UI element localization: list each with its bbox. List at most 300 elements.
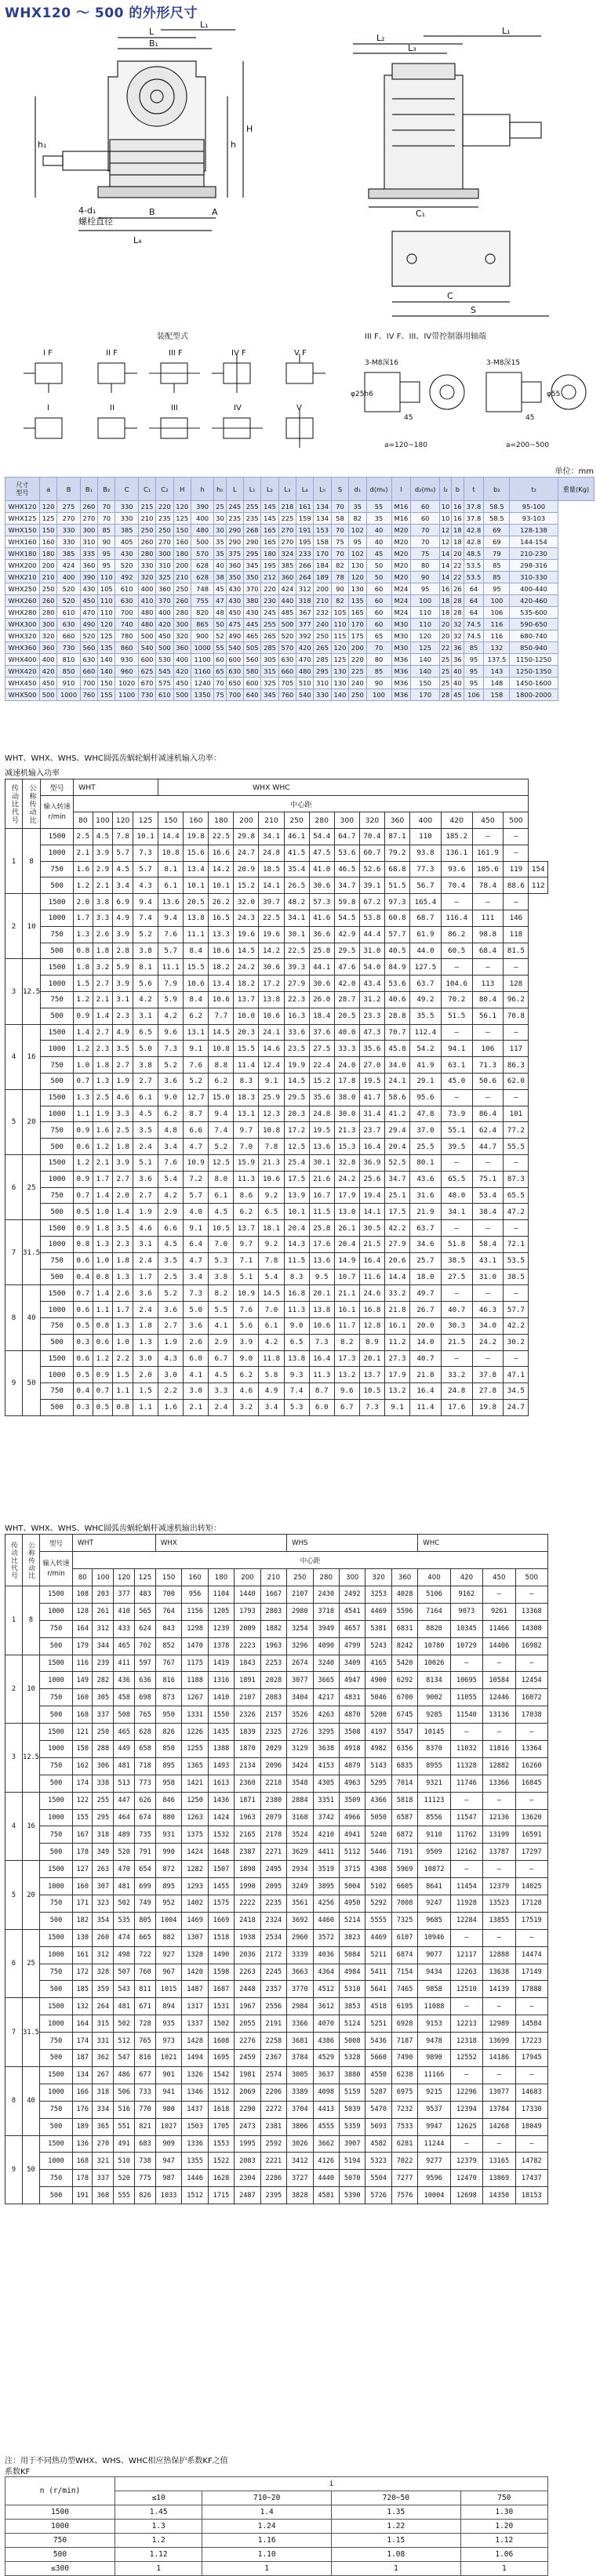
table-cell: 53.8	[359, 910, 384, 926]
dim-col-header: t₂	[510, 478, 558, 501]
table-cell: 700	[80, 678, 97, 689]
table-cell: 13.6	[309, 1139, 334, 1155]
shaft-a-label: a=120~180	[384, 441, 427, 449]
table-cell: 420	[173, 666, 191, 678]
table-cell: 9261	[483, 1603, 515, 1620]
table-cell: 4197	[365, 1724, 391, 1741]
shaft-a-len: 45	[404, 414, 413, 422]
table-cell: —	[472, 894, 504, 910]
table-cell: 111	[472, 910, 504, 926]
table-cell: WHX500	[5, 689, 40, 701]
table-cell: 10.6	[184, 976, 209, 992]
table-cell: 3424	[287, 1757, 313, 1775]
center-col-header: 280	[309, 812, 334, 829]
header-row	[5, 779, 548, 796]
table-cell: 5411	[365, 1964, 391, 1981]
table-cell: 5.4	[158, 1171, 184, 1187]
table-cell: 500	[41, 943, 74, 959]
table-cell: 1293	[182, 1878, 208, 1895]
table-cell: 4.6	[234, 1383, 259, 1400]
table-cell: 760	[135, 1964, 156, 1981]
table-cell: 3.0	[184, 1383, 209, 1400]
table-cell: 3.9	[93, 845, 113, 861]
table-cell: 40	[214, 560, 226, 572]
table-row	[5, 536, 595, 548]
table-cell: 2206	[260, 2084, 286, 2101]
table-cell: 1020	[115, 678, 138, 689]
table-cell: 225	[349, 666, 366, 678]
table-cell: 10345	[450, 1620, 482, 1637]
table-cell: 20	[439, 619, 451, 630]
table-cell: —	[441, 1089, 472, 1106]
table-cell: 43.6	[410, 1171, 442, 1187]
table-cell: 12625	[450, 2118, 482, 2135]
table-row	[5, 1998, 548, 2015]
table-cell: 1.12	[115, 2548, 202, 2562]
table-cell: 14406	[483, 1637, 515, 1655]
table-cell: 1500	[40, 1655, 73, 1672]
asm-type-I: I	[47, 404, 49, 412]
center-col-header: 250	[284, 812, 309, 829]
table-cell: 210	[314, 595, 331, 607]
table-cell: 7533	[391, 2118, 417, 2135]
table-cell: 11.4	[234, 1057, 259, 1074]
table-cell: 15.6	[184, 845, 209, 861]
table-cell: 80.1	[410, 1154, 442, 1171]
table-row	[5, 1302, 548, 1318]
table-cell: 15.3	[334, 1139, 359, 1155]
table-cell: —	[483, 2135, 515, 2153]
table-cell: 28.8	[384, 1008, 409, 1024]
table-cell: 295	[93, 1809, 114, 1826]
table-cell: 7.0	[209, 1236, 234, 1252]
table-cell: 1.30	[460, 2505, 547, 2520]
table-cell: 4469	[365, 1929, 391, 1946]
table-cell: 37.8	[472, 1367, 504, 1383]
table-cell: 4.5	[113, 861, 133, 877]
table-cell: 210	[173, 572, 191, 583]
table-cell: 46.1	[284, 829, 309, 845]
table-cell: 77.2	[504, 1122, 529, 1139]
table-cell: 6.1	[133, 1089, 158, 1106]
table-cell: 150	[411, 678, 439, 689]
table-cell: —	[504, 845, 529, 861]
table-cell: 4.6	[113, 1089, 133, 1106]
table-cell: 17437	[515, 2170, 548, 2187]
table-cell: 1507	[208, 1861, 234, 1878]
table-cell: 90	[98, 536, 115, 548]
table-row	[5, 2135, 548, 2153]
table-cell: 200	[40, 560, 57, 572]
table-cell: 6.0	[309, 1399, 334, 1415]
table-cell: 267	[93, 2066, 114, 2084]
table-cell: 3638	[313, 1741, 339, 1758]
table-cell: 3742	[313, 1809, 339, 1826]
table-cell: 4308	[365, 1861, 391, 1878]
table-cell: 4469	[365, 1603, 391, 1620]
table-cell: 57.7	[504, 1302, 529, 1318]
table-cell: 770	[135, 2101, 156, 2118]
table-cell: 18	[439, 607, 451, 619]
ratio-code-cell: 4	[5, 1792, 23, 1861]
table-cell: 5287	[365, 2084, 391, 2101]
nominal-ratio-cell: 50	[23, 2135, 40, 2204]
table-cell: 2487	[235, 2187, 260, 2204]
table-cell: 137.5	[484, 654, 510, 666]
table-cell: 626	[135, 1792, 156, 1809]
dim-col-header: S	[331, 478, 348, 501]
table-cell: 55.1	[441, 1122, 472, 1139]
table-cell: 1355	[182, 2153, 208, 2170]
table-cell: 9277	[418, 2153, 450, 2170]
table-row	[5, 1317, 548, 1334]
table-cell: 755	[191, 595, 213, 607]
table-cell: 2.2	[113, 1350, 133, 1367]
table-cell: 55	[366, 501, 391, 513]
table-cell: 50	[214, 619, 226, 630]
table-cell: 307	[93, 1878, 114, 1895]
table-cell: 250	[93, 1724, 114, 1741]
table-cell: 7.3	[133, 845, 158, 861]
table-cell: 11540	[450, 1706, 482, 1724]
table-cell: 115	[331, 630, 348, 642]
table-cell: 1531	[208, 1998, 234, 2015]
table-cell: 100	[366, 689, 391, 701]
table-cell: 18	[439, 595, 451, 607]
table-row	[5, 2033, 548, 2050]
table-cell: 987	[155, 2170, 181, 2187]
table-cell: 12.3	[259, 1106, 284, 1122]
table-cell: 331	[93, 2033, 114, 2050]
table-cell: 7465	[391, 1981, 417, 1998]
table-cell: 1598	[208, 1964, 234, 1981]
table-cell: 24.3	[234, 910, 259, 926]
table-cell: 2083	[235, 2153, 260, 2170]
table-cell: 0.9	[74, 1008, 93, 1024]
table-cell: 4900	[365, 1672, 391, 1689]
shaft-end-figure	[349, 329, 596, 459]
table-cell: 344	[93, 1637, 114, 1655]
table-cell: 805	[135, 1912, 156, 1929]
table-cell: 52.6	[359, 861, 384, 877]
table-cell: —	[441, 1220, 472, 1237]
center-col-header: 125	[135, 1569, 156, 1586]
table-cell: 67.2	[359, 894, 384, 910]
table-cell: 20.5	[184, 894, 209, 910]
table-cell: 773	[135, 1775, 156, 1792]
table-cell: 1891	[235, 1672, 260, 1689]
table-cell: 30.1	[284, 926, 309, 943]
table-cell: 610	[115, 583, 138, 595]
table-cell: 7.6	[158, 1154, 184, 1171]
table-cell: 11.3	[234, 1171, 259, 1187]
table-cell: 12284	[450, 1912, 482, 1929]
table-cell: 13855	[483, 1912, 515, 1929]
table-cell: 34.1	[284, 910, 309, 926]
table-cell: 28	[439, 689, 451, 701]
table-cell: 628	[135, 1724, 156, 1741]
torque-section-title: WHT、WHX、WHS、WHC圆弧齿蜗轮蜗杆减速机输出转矩：	[5, 1524, 221, 1533]
table-cell: 10.6	[209, 943, 234, 959]
table-cell: 59.8	[334, 894, 359, 910]
table-cell: 1365	[182, 1757, 208, 1775]
table-cell: 9.2	[259, 1187, 284, 1204]
table-cell: 150	[98, 678, 115, 689]
table-cell: —	[483, 1655, 515, 1672]
table-row	[5, 1775, 548, 1792]
table-cell: 9.2	[259, 1236, 284, 1252]
dimension-table-wrap	[5, 477, 595, 701]
table-cell: 1618	[208, 2101, 234, 2118]
table-cell: 2.4	[133, 1139, 158, 1155]
kf-table-body	[5, 2505, 548, 2576]
asm-type-IVF: IV F	[231, 349, 246, 358]
table-cell: 400	[40, 654, 57, 666]
table-cell: 1.06	[460, 2548, 547, 2562]
table-cell: 2324	[260, 1912, 286, 1929]
table-cell: 125	[173, 513, 191, 525]
table-cell: 2165	[235, 1826, 260, 1844]
table-cell: 0.6	[74, 1139, 93, 1155]
table-cell: 11547	[450, 1809, 482, 1826]
header-row	[5, 1569, 548, 1586]
table-cell: 27.9	[284, 976, 309, 992]
table-cell: 500	[41, 1008, 74, 1024]
speed-header: 输入转速r/min	[40, 1552, 73, 1586]
table-cell: 4305	[313, 1775, 339, 1792]
table-cell: 2.9	[209, 1334, 234, 1350]
table-cell: M16	[391, 513, 411, 525]
table-cell: —	[504, 1089, 529, 1106]
table-cell: 1.0	[74, 1057, 93, 1074]
table-cell: 1419	[208, 1655, 234, 1672]
table-cell: 134	[73, 2066, 93, 2084]
table-cell: 12.7	[184, 1089, 209, 1106]
table-cell: 8.0	[209, 1171, 234, 1187]
model-header: 型号	[40, 1535, 73, 1552]
table-cell: 14.1	[259, 877, 284, 894]
table-cell: 4870	[339, 1706, 365, 1724]
table-row	[5, 2101, 548, 2118]
table-cell: 500	[40, 2187, 73, 2204]
table-cell: 9110	[418, 1826, 450, 1844]
table-cell: 0.8	[74, 1236, 93, 1252]
table-cell: 19.5	[309, 1122, 334, 1139]
dim-col-header: C	[115, 478, 138, 501]
table-cell: 19.5	[359, 1073, 384, 1089]
table-cell: 9434	[418, 1964, 450, 1981]
table-cell: 13165	[483, 2153, 515, 2170]
table-cell: 18153	[515, 2187, 548, 2204]
center-col-header: 80	[73, 1569, 93, 1586]
table-cell: 3339	[287, 1946, 313, 1964]
table-cell: 1500	[40, 2066, 73, 2084]
table-cell: 4210	[313, 1826, 339, 1844]
table-cell: —	[450, 1792, 482, 1809]
table-cell: 6.1	[259, 1317, 284, 1334]
table-cell: 4.3	[133, 877, 158, 894]
table-cell: 630	[57, 619, 80, 630]
table-cell: 105.6	[472, 861, 504, 877]
table-cell: 7490	[391, 2050, 417, 2067]
dim-col-header: L₅	[314, 478, 331, 501]
assembly-types	[8, 329, 337, 456]
table-cell: 325	[261, 678, 278, 689]
table-cell: 1.7	[74, 910, 93, 926]
table-cell: 555	[114, 2187, 135, 2204]
table-cell: 5.1	[133, 1154, 158, 1171]
table-cell: 1282	[182, 1861, 208, 1878]
table-cell: 58.5	[484, 501, 510, 513]
table-cell: 174	[73, 2033, 93, 2050]
table-cell: 13.1	[184, 1024, 209, 1041]
table-cell: 18.2	[234, 976, 259, 992]
table-row	[5, 572, 595, 583]
table-cell: 29.1	[410, 1073, 442, 1089]
table-cell: 660	[278, 666, 296, 678]
table-cell: 3.1	[113, 991, 133, 1008]
table-cell: 261	[93, 1603, 114, 1620]
table-cell: 4070	[313, 2015, 339, 2033]
table-cell: 17297	[515, 1844, 548, 1861]
table-cell: 5.7	[113, 845, 133, 861]
table-cell: 680-740	[510, 630, 558, 642]
table-cell: 24.8	[309, 1106, 334, 1122]
table-cell: 27.5	[441, 1269, 472, 1285]
table-cell: 46.3	[472, 1302, 504, 1318]
table-cell: 1500	[41, 1024, 74, 1041]
table-cell: 500	[40, 1844, 73, 1861]
table-cell: 10026	[418, 1655, 450, 1672]
table-cell: 1.8	[93, 1057, 113, 1074]
table-cell: 85	[484, 572, 510, 583]
table-cell: 1336	[182, 2135, 208, 2153]
table-cell: 1033	[155, 2187, 181, 2204]
center-col-header: 280	[313, 1569, 339, 1586]
table-cell: 500	[41, 1073, 74, 1089]
table-cell: 17038	[515, 1706, 548, 1724]
table-cell: 1500	[40, 1586, 73, 1604]
table-row	[5, 2562, 548, 2576]
table-cell: 5310	[339, 1981, 365, 1998]
table-row	[5, 2548, 548, 2562]
table-cell: 5194	[339, 2153, 365, 2170]
table-cell: 4518	[365, 1998, 391, 2015]
table-cell: 345	[261, 689, 278, 701]
table-cell: 9537	[418, 2101, 450, 2118]
table-cell: 13.9	[284, 1187, 309, 1204]
table-cell: 70	[98, 513, 115, 525]
table-cell: —	[441, 959, 472, 976]
center-col-header: 80	[74, 812, 93, 829]
table-cell: 13368	[515, 1603, 548, 1620]
table-row	[5, 666, 595, 678]
table-cell: 5.8	[259, 1367, 284, 1383]
dim-col-header: C₁	[138, 478, 155, 501]
table-cell: —	[515, 2135, 548, 2153]
nominal-ratio-cell: 10	[23, 1655, 40, 1724]
model-group-header: WHS	[287, 1535, 418, 1552]
table-row	[5, 1741, 548, 1758]
table-cell: 298-316	[510, 560, 558, 572]
table-cell: 3129	[287, 1741, 313, 1758]
table-cell: 360	[80, 560, 97, 572]
table-cell: 40	[452, 666, 464, 678]
table-cell: 1240	[191, 678, 213, 689]
torque-table-wrap	[5, 1534, 548, 2204]
table-row	[5, 1041, 548, 1057]
table-cell: 9.4	[158, 910, 184, 926]
table-cell: 7.1	[234, 1252, 259, 1269]
nominal-ratio-cell: 25	[23, 1929, 40, 1998]
table-cell: 81.5	[504, 943, 529, 959]
table-cell: 520	[114, 2170, 135, 2187]
table-cell: 24.0	[334, 1057, 359, 1074]
table-cell: 670	[138, 678, 155, 689]
ratio-code-header: 传动比代号	[5, 779, 23, 829]
table-cell: 144-154	[510, 536, 558, 548]
table-cell: 660	[80, 666, 97, 678]
table-cell: 489	[114, 1826, 135, 1844]
table-cell: 14.5	[284, 1073, 309, 1089]
table-cell: 30.6	[309, 877, 334, 894]
table-cell: 255	[261, 619, 278, 630]
table-cell: 3526	[287, 1706, 313, 1724]
dim-col-header: l₂	[439, 478, 451, 501]
table-cell: 900	[191, 630, 213, 642]
table-cell: 480	[296, 666, 314, 678]
table-cell: 13077	[483, 2084, 515, 2101]
table-cell: 285	[314, 654, 331, 666]
table-cell: M30	[391, 619, 411, 630]
table-cell: 110	[98, 595, 115, 607]
table-cell: 7.0	[259, 1302, 284, 1318]
table-cell: 87.3	[504, 1171, 529, 1187]
table-cell: 474	[114, 1929, 135, 1946]
table-cell: 14.3	[284, 1236, 309, 1252]
table-cell: 464	[114, 1809, 135, 1826]
table-row	[5, 1655, 548, 1672]
table-cell: 0.3	[74, 1334, 93, 1350]
table-cell: 3662	[313, 2135, 339, 2153]
table-cell: 23.3	[359, 1008, 384, 1024]
ratio-code-cell: 7	[5, 1998, 23, 2067]
table-cell: 5.2	[158, 1285, 184, 1302]
power-subtitle: 减速机输入功率	[5, 769, 60, 778]
table-cell: 290	[243, 536, 260, 548]
table-cell: 4.9	[113, 910, 133, 926]
table-cell: 730	[57, 642, 80, 654]
table-cell: 19.4	[359, 1187, 384, 1204]
table-cell: 45	[452, 689, 464, 701]
table-cell: 1317	[182, 1998, 208, 2015]
table-cell: 16.4	[410, 1383, 442, 1400]
table-cell: 10.9	[234, 1285, 259, 1302]
table-cell: 4966	[339, 1809, 365, 1826]
table-cell: 171	[73, 1895, 93, 1913]
table-cell: WHX280	[5, 607, 40, 619]
table-cell: —	[504, 894, 529, 910]
table-cell: 5.3	[284, 1399, 309, 1415]
table-cell: 820	[191, 607, 213, 619]
table-cell: 17945	[515, 2050, 548, 2067]
table-cell: 7.4	[209, 1122, 234, 1139]
table-cell: 200	[173, 560, 191, 572]
table-cell: 250	[314, 630, 331, 642]
table-cell: 400	[173, 654, 191, 666]
table-cell: 7.3	[309, 1334, 334, 1350]
table-cell: 1553	[208, 2135, 234, 2153]
